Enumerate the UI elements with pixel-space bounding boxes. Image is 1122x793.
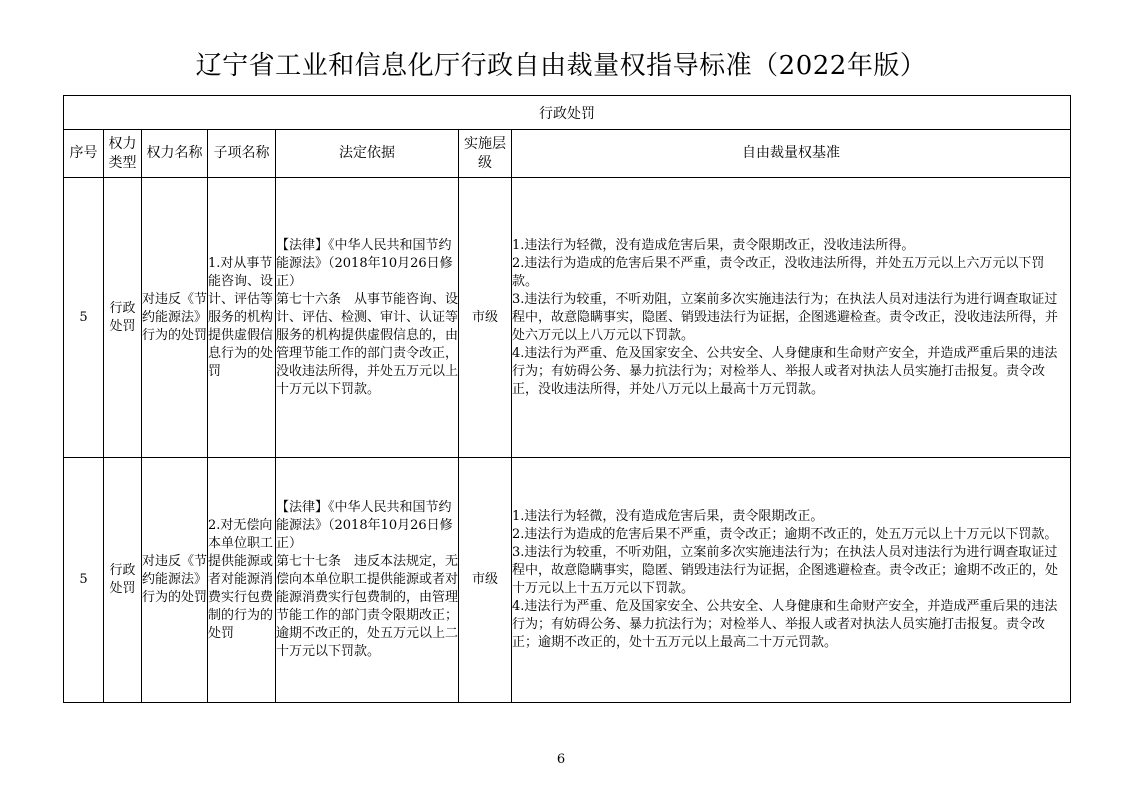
- header-level: 实施层级: [459, 130, 512, 178]
- header-sub-item: 子项名称: [208, 130, 276, 178]
- sub-item-text: 1.对从事节能咨询、设计、评估等服务的机构提供虚假信息行为的处罚: [208, 255, 274, 379]
- header-power-name: 权力名称: [142, 130, 208, 178]
- row-sub-item: [208, 178, 276, 458]
- standard-item: 3.违法行为较重，不听劝阻，立案前多次实施违法行为；在执法人员对违法行为进行调查取证过程中，故意隐瞒事实，隐匿、销毁违法行为证据，企图逃避检查。责令改正，没收违法所得，并处六万元以上八万元以下罚款。: [512, 291, 1059, 343]
- section-header: 行政处罚: [64, 96, 1071, 130]
- document-title: 辽宁省工业和信息化厅行政自由裁量权指导标准（2022年版）: [195, 51, 927, 81]
- header-standard: 自由裁量权基准: [512, 130, 1071, 178]
- row-standard: [512, 178, 1071, 458]
- power-name-text: 对违反《节约能源法》行为的处罚: [142, 554, 208, 605]
- column-header-row: [64, 130, 1071, 178]
- power-type-text: 行政处罚: [109, 563, 136, 596]
- standard-item: 2.违法行为造成的危害后果不严重，责令改正；逾期不改正的，处五万元以上十万元以下罚款。: [512, 527, 1058, 542]
- table-row: [64, 458, 1071, 703]
- row-level: 市级: [459, 178, 512, 458]
- power-name-text: 对违反《节约能源法》行为的处罚: [142, 291, 208, 343]
- legal-basis-text: 【法律】《中华人民共和国节约能源法》（2018年10月26日修正） 第七十六条 从事节能咨询、设计、评估、检测、审计、认证等服务的机构提供虚假信息的，由管理节能工作的部门责令改正，没收违法所得，并处五万元以上十万元以下罚款。: [276, 237, 459, 397]
- standard-item: 1.违法行为轻微，没有造成危害后果，责令限期改正，没收违法所得。: [512, 237, 915, 253]
- header-power-type: 权力类型: [104, 130, 142, 178]
- sub-item-text: 2.对无偿向本单位职工提供能源或者对能源消费实行包费制的行为的处罚: [208, 518, 274, 641]
- standard-item: 1.违法行为轻微，没有造成危害后果，责令限期改正。: [512, 509, 824, 524]
- power-type-text: 行政处罚: [109, 300, 136, 334]
- row-legal-basis: [276, 458, 459, 703]
- row-standard: [512, 458, 1071, 703]
- header-legal-basis: 法定依据: [276, 130, 459, 178]
- page-number: 6: [556, 752, 566, 767]
- row-seq: 5: [64, 458, 104, 703]
- row-power-name: [142, 178, 208, 458]
- row-power-name: [142, 458, 208, 703]
- row-sub-item: [208, 458, 276, 703]
- standard-item: 2.违法行为造成的危害后果不严重，责令改正，没收违法所得，并处五万元以上六万元以下罚款。: [512, 255, 1045, 289]
- row-level: 市级: [459, 458, 512, 703]
- table-row: [64, 178, 1071, 458]
- standard-item: 4.违法行为严重、危及国家安全、公共安全、人身健康和生命财产安全，并造成严重后果的违法行为；有妨碍公务、暴力抗法行为；对检举人、举报人或者对执法人员实施打击报复。责令改正；逾期不改正的，处十五万元以上最高二十万元罚款。: [512, 599, 1058, 650]
- row-power-type: [104, 178, 142, 458]
- row-legal-basis: [276, 178, 459, 458]
- discretion-standard-table: [63, 95, 1071, 703]
- row-seq: 5: [64, 178, 104, 458]
- standard-item: 3.违法行为较重，不听劝阻，立案前多次实施违法行为；在执法人员对违法行为进行调查取证过程中，故意隐瞒事实，隐匿、销毁违法行为证据，企图逃避检查。责令改正；逾期不改正的，处十万元以上十五万元以下罚款。: [512, 545, 1059, 596]
- standard-item: 4.违法行为严重、危及国家安全、公共安全、人身健康和生命财产安全，并造成严重后果的违法行为；有妨碍公务、暴力抗法行为；对检举人、举报人或者对执法人员实施打击报复。责令改正，没收违法所得，并处八万元以上最高十万元罚款。: [512, 345, 1058, 397]
- legal-basis-text: 【法律】《中华人民共和国节约能源法》（2018年10月26日修正） 第七十七条 违反本法规定，无偿向本单位职工提供能源或者对能源消费实行包费制的，由管理节能工作的部门责令限期改正；逾期不改正的，处五万元以上二十万元以下罚款。: [276, 500, 459, 659]
- row-power-type: [104, 458, 142, 703]
- header-seq: 序号: [64, 130, 104, 178]
